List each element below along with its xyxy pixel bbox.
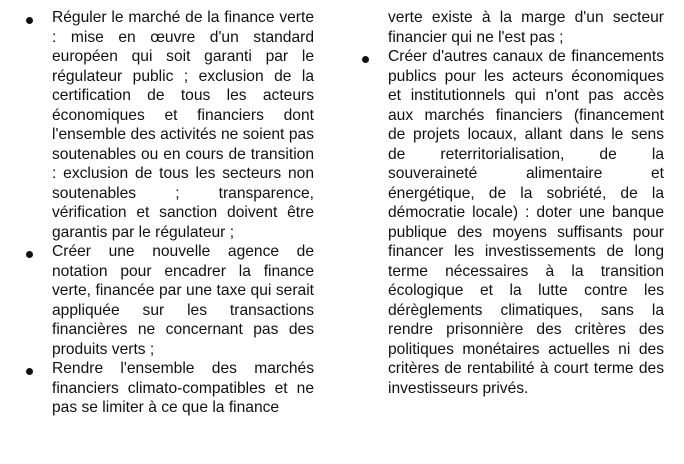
list-item — [32, 8, 314, 242]
list-item — [368, 47, 664, 398]
list-item-text: Réguler le marché de la finance verte : mise en œuvre d'un standard européen qui soit garanti par le régulateur public ; exclusion de la certification de tous les acteurs économiques et financiers dont l'ensemble des activités ne soient pas soutenables ou en cours de transition : exclusion de tous les secteurs non soutenables ; transparence, vérification et sanction doivent être garantis par le régulateur ; — [52, 9, 314, 241]
bullet-icon — [362, 56, 369, 63]
continuation-text: verte existe à la marge d'un secteur financier qui ne l'est pas ; — [388, 9, 664, 46]
list-item — [32, 242, 314, 359]
list-item-text: Créer une nouvelle agence de notation pour encadrer la finance verte, financée par une taxe qui serait appliquée sur les transactions financières ne concernant pas des produits verts ; — [52, 243, 314, 358]
list-item — [32, 359, 314, 418]
right-column — [368, 8, 664, 398]
bullet-icon — [26, 368, 33, 375]
bullet-icon — [26, 251, 33, 258]
left-column — [32, 8, 314, 418]
bullet-icon — [26, 17, 33, 24]
list-item-text: Créer d'autres canaux de financements publics pour les acteurs économiques et institutionnels qui n'ont pas accès aux marchés financiers (financement de projets locaux, allant dans le sens de reterritorialisation, de la souveraineté alimentaire et énergétique, de la sobriété, de la démocratie locale) : doter une banque publique des moyens suffisants pour financer les investissements de long terme nécessaires à la transition écologique et la lutte contre les dérèglements climatiques, sans la rendre prisonnière des critères des politiques monétaires actuelles ni des critères de rentabilité à court terme des investisseurs privés. — [388, 48, 664, 397]
list-item-text: Rendre l'ensemble des marchés financiers climato-compatibles et ne pas se limiter à ce que la finance — [52, 360, 314, 416]
